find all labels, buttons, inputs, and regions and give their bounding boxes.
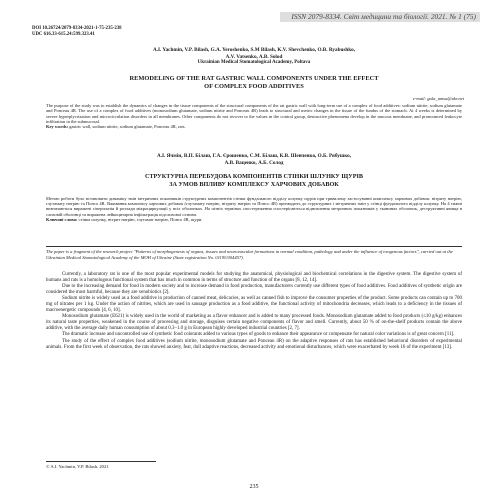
- authors-ua-line2: А.В. Ваценко, А.Б. Солод: [224, 159, 284, 166]
- authors-en-line1: A.I. Yachmin, V.P. Bilash, G.A. Yeroshenko, S.M Bilash, K.V. Shevchenko, O.B. Ryabushko,: [152, 47, 356, 53]
- keywords-en-label: Key words:: [46, 124, 69, 130]
- doi-line: DOI 10.26724/2079-8334-2021-1-75-235-238: [32, 26, 122, 31]
- abstract-en-text: The purpose of the study was to establish the dynamics of changes in the tissue components of the structural components of the rat gastric wall with long-term use of a complex of food additives: sodium nitrite, sodium glutamate and Ponceau 4R. The use of a complex of food additives (monosodium glutamate, sodium nitrite and Ponceau 4R) leads to structural and metric changes in the tissue of the fundus of the stomach. At 4 weeks is determined by severe hyperplycrization and microcirculation disorders in all membranes. Other components do not recover to the values in the control group, destructive phenomena develop in the mucous membrane, and pronounced leukocyte infiltration in the submucosal.: [46, 103, 462, 124]
- affiliation: Ukrainian Medical Stomatological Academy, Poltava: [197, 60, 311, 66]
- body-paragraph: Sodium nitrite is widely used as a food additive in production of canned meat, delicacies, as well as canned fish to improve the consumer properties of the product. Some products can contain up to 700 mg of nitrates per 1 kg. Under the action of nitrites, which are used in sausage production as a food additive, the functional activity of mitochondria decreases, which leads to a deficiency in the tissues of macroenergetic compounds [4, 6, 10].: [46, 296, 462, 314]
- body-paragraph: The study of the effect of complex food additives (sodium nitrite, monosodium glutamate and Ponceau 4R) on the adaptive responses of rats has established behavioral disorders of experimental animals. From the first week of observation, the rats showed anxiety, fear, dull adaptive reactions, decreased activity and emotional disturbances, which were exacerbated by week 16 of the experiment [13].: [46, 338, 462, 350]
- section-divider: [46, 246, 462, 247]
- body-paragraph: The dramatic increase and uncontrolled use of synthetic food colorants added to various types of goods to enhance their appearance or compensate for natural color variations is of great concern [11].: [62, 332, 455, 338]
- abstract-ua: [46, 196, 462, 222]
- author-email: e-mail: gala_umsa@ukr.net: [412, 96, 464, 101]
- identifier-block: [32, 26, 122, 38]
- body-paragraph: Currently, a laboratory rat is one of the most popular experimental models for studying the anatomical, physiological and biochemical correlations in the digestive system. The digestive system of humans and rats is a homologous functional system that has much in common in terms of structure and function of the organs [8, 12, 14].: [46, 272, 462, 284]
- title-ua: [30, 173, 478, 190]
- keywords-en: [46, 124, 462, 129]
- page-number: 235: [249, 484, 259, 490]
- keywords-en-list: gastric wall, sodium nitrite, sodium glutamate, Ponceau 4R, rats.: [68, 124, 186, 130]
- abstract-ua-text: Метою роботи було встановити динаміку змін метричних показників структурних компонентів стінки фундального відділу шлунку щурів при тривалому застосуванні комплексу харчових добавок: нітриту натрію, глутамату натрію та Понсо 4R. Вживання комплексу харчових добавок (глутамату натрію, нітриту натрію та Понсо 4R) призводить до структурних і метричних змін у стінці фундального відділу шлунку. На 4 тижні визначаються виражені гіперплазія й розлади мікроциркуляції у всіх оболонках. На пізніх термінах спостереження спостерігаються відновлення метричних показників у тканинах оболонок, деструктивні явища в слизовій оболонці та виражена лейкоцитарна інфільтрація підслизової основи.: [46, 196, 462, 217]
- authors-ua: [30, 153, 478, 167]
- body-paragraph: Due to the increasing demand for food in modern society and to increase demand in food production, manufacturers currently use different types of food additives. Food additives of synthetic origin are considered the most harmful, because they are xenobiotics [2].: [46, 284, 462, 296]
- body-text: [46, 272, 462, 351]
- abstract-en: [46, 103, 462, 129]
- authors-en-line2: A.V. Vatsenko, A.B. Solod: [225, 53, 283, 60]
- article-page: [30, 0, 478, 500]
- authors-ua-line1: А.І. Ячмін, В.П. Білаш, Г.А. Єрошенко, С.М. Білаш, К.В. Шевченко, О.Б. Рябушко,: [156, 153, 352, 159]
- body-paragraph: Monosodium glutamate (E621) is widely used in the world of marketing as a flavor enhancer and is added to many processed foods. Monosodium glutamate added to food products (≤10 g/kg) enhances its natural taste properties, weakened in the course of processing and storage, disguises certain negative components of flavor and smell. Currently, about 50 % of on-the-shelf products contain the above additive, with the average daily human consumption of about 0.3–1.0 g in European highly developed industrial countries [2, 7].: [46, 314, 462, 332]
- title-ua-line1: СТРУКТУРНА ПЕРЕБУДОВА КОМПОНЕНТІВ СТІНКИ ШЛУНКУ ЩУРІВ: [144, 173, 364, 180]
- footnote-divider: [46, 461, 156, 462]
- copyright: © A.I. Yachmin, V.P. Bilash, 2021: [46, 464, 109, 469]
- keywords-ua-label: Ключові слова:: [46, 216, 78, 222]
- title-en-line2: OF COMPLEX FOOD ADDITIVES: [204, 83, 304, 91]
- authors-en: [30, 47, 478, 67]
- title-ua-line2: ЗА УМОВ ВПЛИВУ КОМПЛЕКСУ ХАРЧОВИХ ДОБАВОК: [169, 181, 339, 189]
- title-en-line1: REMODELING OF THE RAT GASTRIC WALL COMPONENTS UNDER THE EFFECT: [129, 75, 379, 82]
- grant-note: The paper is a fragment of the research project "Patterns of morphogenesis of organs, tissues and neurovascular formations in normal condition, pathology and under the influence of exogenous factors", carried out at the Ukrainian Medical Stomatological Academy of the MOH of Ukraine (State registration No. 0119U004457).: [46, 249, 453, 260]
- keywords-ua-list: стінка шлунку, нітрит натрію, глутамат натрію, Понсо 4R, щури.: [77, 216, 203, 222]
- journal-header: ISSN 2079-8334. Світ медицини та біології. 2021. № 1 (75): [291, 12, 476, 21]
- keywords-ua: [46, 217, 462, 222]
- title-en: [30, 75, 478, 92]
- udc-line: UDC 616.33-615.24:599.323.41: [32, 32, 95, 37]
